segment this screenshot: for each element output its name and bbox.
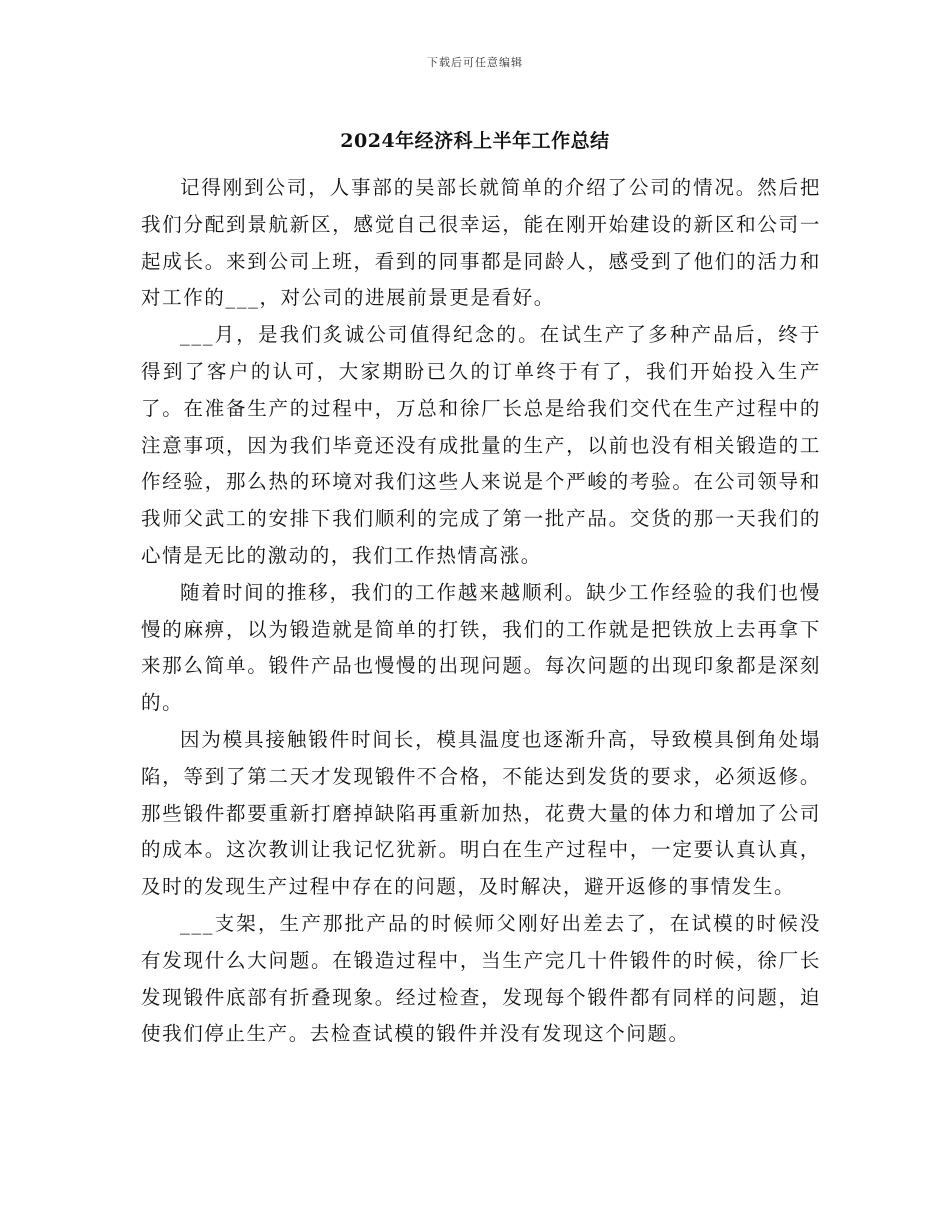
- page-header: 下载后可任意编辑: [427, 56, 523, 69]
- paragraph: 记得刚到公司，人事部的吴部长就简单的介绍了公司的情况。然后把我们分配到景航新区，感觉自己很幸运，能在刚开始建设的新区和公司一起成长。来到公司上班，看到的同事都是同龄人，感受到了他们的活力和对工作的___，对公司的进展前景更是看好。: [141, 176, 821, 310]
- paragraph: ___月，是我们炙诚公司值得纪念的。在试生产了多种产品后，终于得到了客户的认可，大家期盼已久的订单终于有了，我们开始投入生产了。在准备生产的过程中，万总和徐厂长总是给我们交代在生产过程中的注意事项，因为我们毕竟还没有成批量的生产，以前也没有相关锻造的工作经验，那么热的环境对我们这些人来说是个严峻的考验。在公司领导和我师父武工的安排下我们顺利的完成了第一批产品。交货的那一天我们的心情是无比的激动的，我们工作热情高涨。: [141, 323, 821, 567]
- paragraph: 因为模具接触锻件时间长，模具温度也逐渐升高，导致模具倒角处塌陷，等到了第二天才发现锻件不合格，不能达到发货的要求，必须返修。那些锻件都要重新打磨掉缺陷再重新加热，花费大量的体力和增加了公司的成本。这次教训让我记忆犹新。明白在生产过程中，一定要认真认真，及时的发现生产过程中存在的问题，及时解决，避开返修的事情发生。: [141, 727, 821, 899]
- document-title: 2024年经济科上半年工作总结: [340, 130, 610, 152]
- paragraph: 随着时间的推移，我们的工作越来越顺利。缺少工作经验的我们也慢慢的麻痹，以为锻造就是简单的打铁，我们的工作就是把铁放上去再拿下来那么简单。锻件产品也慢慢的出现问题。每次问题的出现印象都是深刻的。: [141, 580, 821, 715]
- paragraph: ___支架，生产那批产品的时候师父刚好出差去了，在试模的时候没有发现什么大问题。在锻造过程中，当生产完几十件锻件的时候，徐厂长发现锻件底部有折叠现象。经过检查，发现每个锻件都有同样的问题，迫使我们停止生产。去检查试模的锻件并没有发现这个问题。: [141, 911, 821, 1046]
- document-body: [141, 170, 821, 1053]
